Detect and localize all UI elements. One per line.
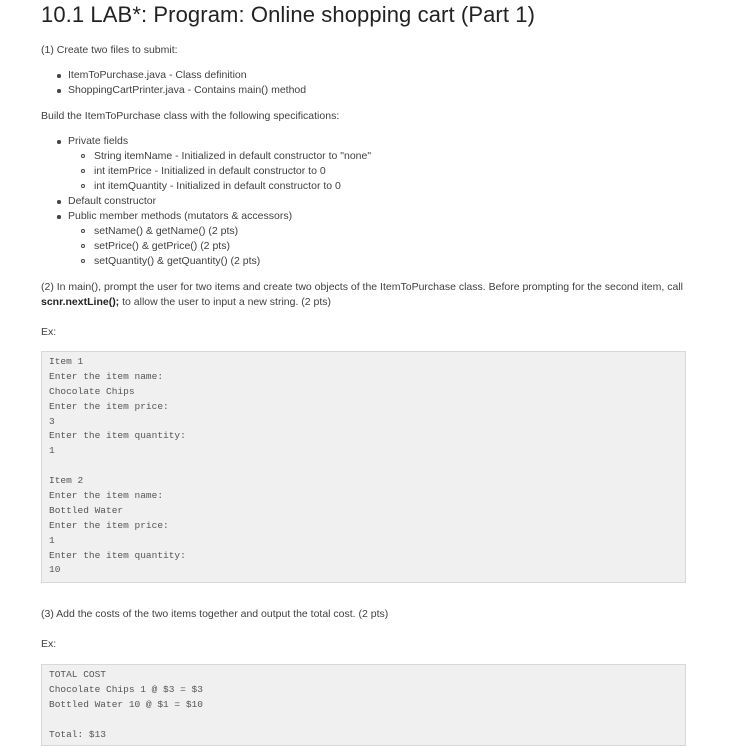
files-list bbox=[41, 68, 306, 98]
code-line: Enter the item name: bbox=[49, 370, 164, 382]
code-line: Bottled Water 10 @ $1 = $10 bbox=[49, 698, 203, 710]
page-title: 10.1 LAB*: Program: Online shopping cart (Part 1) bbox=[41, 2, 536, 27]
code-line: Chocolate Chips 1 @ $3 = $3 bbox=[49, 683, 203, 695]
list-item: int itemPrice - Initialized in default constructor to 0 bbox=[41, 164, 371, 179]
code-line: 1 bbox=[49, 445, 55, 457]
code-line: 1 bbox=[49, 534, 55, 546]
section2-text bbox=[41, 280, 696, 310]
code-line bbox=[49, 459, 685, 474]
section1-intro: (1) Create two files to submit: bbox=[41, 44, 178, 56]
example-output-code-block bbox=[41, 664, 686, 746]
list-item: ItemToPurchase.java - Class definition bbox=[41, 68, 306, 83]
code-line: Total: $13 bbox=[49, 728, 107, 740]
code-line: 3 bbox=[49, 415, 55, 427]
code-line: Enter the item quantity: bbox=[49, 430, 186, 442]
code-line: Enter the item quantity: bbox=[49, 549, 186, 561]
example-input-code-block bbox=[41, 351, 686, 583]
list-item: String itemName - Initialized in default constructor to "none" bbox=[41, 149, 371, 164]
section2-text-part1: (2) In main(), prompt the user for two items and create two objects of the ItemToPurchase class. Before prompting for the second item, call bbox=[41, 281, 683, 293]
example-label: Ex: bbox=[41, 638, 57, 650]
list-item: setQuantity() & getQuantity() (2 pts) bbox=[41, 254, 371, 269]
example-label: Ex: bbox=[41, 326, 57, 338]
code-line: Item 2 bbox=[49, 475, 84, 487]
section2-text-part2: to allow the user to input a new string. (2 pts) bbox=[119, 296, 332, 308]
list-item: setPrice() & getPrice() (2 pts) bbox=[41, 239, 371, 254]
code-line bbox=[49, 713, 685, 728]
section3-text: (3) Add the costs of the two items together and output the total cost. (2 pts) bbox=[41, 608, 389, 620]
list-item: Public member methods (mutators & accessors) bbox=[41, 209, 371, 224]
inline-code: scnr.nextLine(); bbox=[41, 296, 120, 308]
code-line: Item 1 bbox=[49, 356, 84, 367]
list-item: ShoppingCartPrinter.java - Contains main() method bbox=[41, 83, 306, 98]
code-line: Enter the item name: bbox=[49, 490, 164, 502]
code-line: TOTAL COST bbox=[49, 669, 107, 680]
code-line: 10 bbox=[49, 564, 61, 576]
list-item: setName() & getName() (2 pts) bbox=[41, 224, 371, 239]
code-line: Enter the item price: bbox=[49, 519, 169, 531]
code-line: Bottled Water bbox=[49, 504, 124, 516]
build-text: Build the ItemToPurchase class with the following specifications: bbox=[41, 110, 340, 122]
code-line: Chocolate Chips bbox=[49, 385, 135, 397]
list-item: Default constructor bbox=[41, 194, 371, 209]
list-item: int itemQuantity - Initialized in default constructor to 0 bbox=[41, 179, 371, 194]
list-item: Private fields bbox=[41, 134, 371, 149]
spec-list bbox=[41, 134, 371, 269]
code-line: Enter the item price: bbox=[49, 400, 169, 412]
